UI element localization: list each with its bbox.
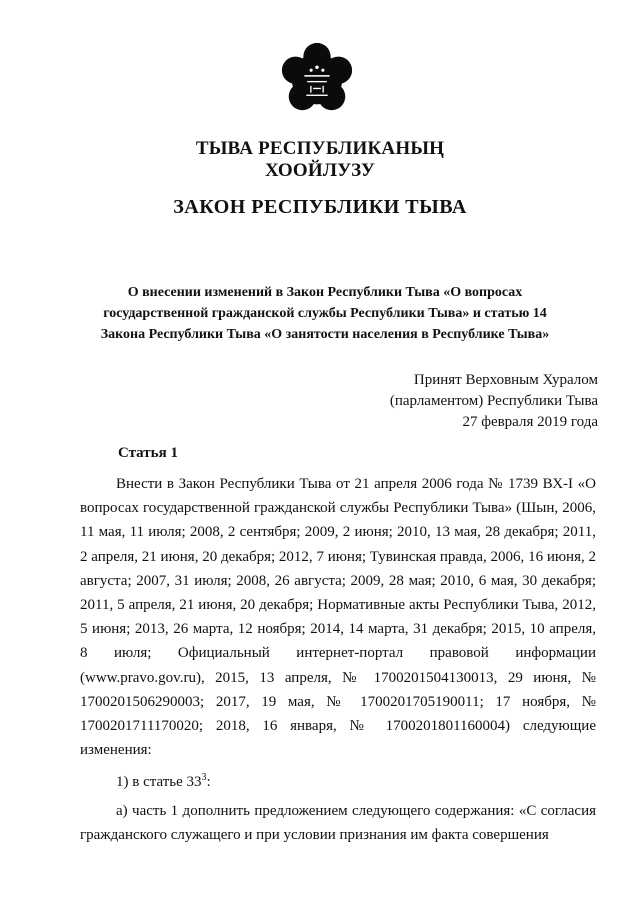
law-subject-line: Закона Республики Тыва «О занятости населения в Республике Тыва» [100, 327, 550, 342]
law-title-russian: ЗАКОН РЕСПУБЛИКИ ТЫВА [173, 196, 467, 218]
adoption-date: 27 февраля 2019 года [462, 414, 598, 430]
adoption-note-line: (парламентом) Республики Тыва [389, 393, 598, 409]
article-body [80, 472, 596, 847]
item-1-text: 1) в статье 33 [116, 774, 202, 791]
law-subject-line: государственной гражданской службы Республики Тыва» и статью 14 [103, 306, 547, 321]
adoption-note [390, 370, 598, 433]
article-item-a: а) часть 1 дополнить предложением следующего содержания: «С согласия гражданского служащего и при условии признания им факта совершения [80, 802, 596, 843]
article-heading: Статья 1 [118, 445, 178, 461]
article-item-1 [80, 766, 596, 794]
adoption-note-line: Принят Верховным Хуралом [413, 372, 598, 388]
law-subject-line: О внесении изменений в Закон Республики Тыва «О вопросах [127, 285, 523, 300]
republic-name-tuvan: ТЫВА РЕСПУБЛИКАНЫҢ [195, 138, 445, 159]
item-1-colon: : [206, 774, 211, 791]
item-1-superscript: 3 [201, 772, 207, 784]
law-word-tuvan: ХООЙЛУЗУ [264, 160, 376, 181]
tuva-coat-of-arms-icon [278, 40, 356, 118]
law-subject [60, 282, 590, 345]
article-paragraph: Внести в Закон Республики Тыва от 21 апреля 2006 года № 1739 ВХ-I «О вопросах государственной гражданской службы Республики Тыва» (Шын, 2006, 11 мая, 11 июля; 2008, 2 сентября; 2009, 2 июня; 2010, 13 мая, 28 декабря; 2011, 2 апреля, 21 июня, 20 декабря; 2012, 7 июня; Тувинская правда, 2006, 16 июня, 2 августа; 2007, 31 июля; 2008, 26 августа; 2009, 28 мая; 2010, 6 мая, 30 декабря; 2011, 5 апреля, 21 июня, 20 декабря; Нормативные акты Республики Тыва, 2012, 5 июня; 2013, 26 марта, 12 ноября; 2014, 14 марта, 31 декабря; 2015, 10 апреля, 8 июля; Официальный интернет-портал правовой информации (www.pravo.gov.ru), 2015, 13 апреля, № 1700201504130013, 29 июня, № 1700201506290003; 2017, 19 мая, № 1700201705190011; 17 ноября, № 1700201711170020; 2018, 16 января, № 1700201801160004) следующие изменения: [80, 476, 596, 759]
